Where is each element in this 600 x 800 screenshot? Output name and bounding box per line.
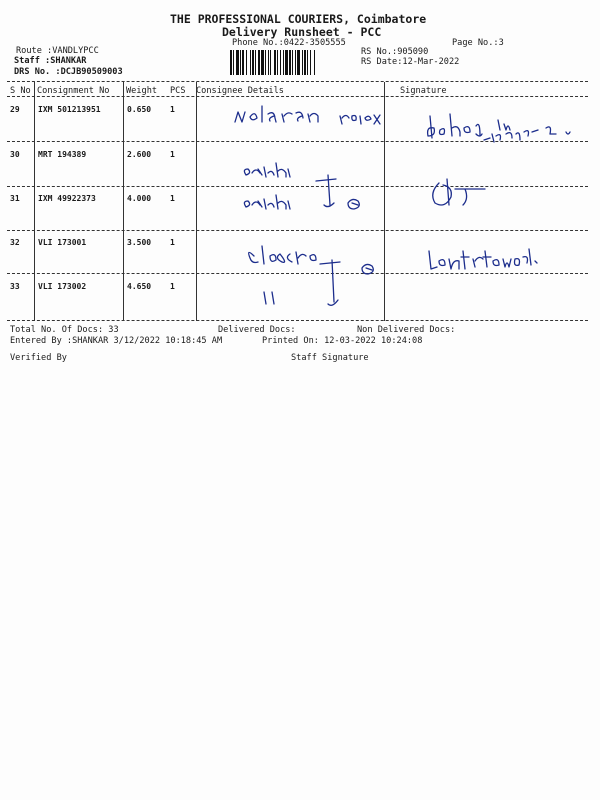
barcode-bar <box>315 50 316 75</box>
header-rule-bottom <box>7 96 588 97</box>
staff-label: Staff :SHANKAR <box>14 56 87 66</box>
column-divider <box>34 82 35 321</box>
non-delivered-docs: Non Delivered Docs: <box>357 325 456 335</box>
col-weight: Weight <box>126 86 158 96</box>
column-divider <box>123 82 124 321</box>
col-consignee-details: Consignee Details <box>196 86 284 96</box>
verified-by: Verified By <box>10 353 67 363</box>
handwritten-consignee-30-31 <box>238 155 378 220</box>
row-weight: 2.600 <box>127 150 152 159</box>
company-title: THE PROFESSIONAL COURIERS, Coimbatore <box>170 12 427 26</box>
entered-by: Entered By :SHANKAR 3/12/2022 10:18:45 AM <box>10 336 223 346</box>
row-consignment: VLI 173001 <box>38 238 87 247</box>
row-consignment: VLI 173002 <box>38 282 87 291</box>
phone-number: Phone No.:0422-3505555 <box>232 38 346 48</box>
printed-on: Printed On: 12-03-2022 10:24:08 <box>262 336 423 346</box>
row-weight: 4.650 <box>127 282 152 291</box>
page-number: Page No.:3 <box>452 38 504 48</box>
col-signature: Signature <box>400 86 447 96</box>
document-title: Delivery Runsheet - PCC <box>222 25 382 39</box>
row-consignment: IXM 501213951 <box>38 105 101 114</box>
row-sno: 30 <box>10 150 20 159</box>
row-weight: 4.000 <box>127 194 152 203</box>
row-divider <box>7 230 588 231</box>
rs-number: RS No.:905090 <box>361 47 429 57</box>
header-rule-top <box>7 81 588 82</box>
rs-date: RS Date:12-Mar-2022 <box>361 57 460 67</box>
column-divider <box>196 82 197 321</box>
row-pcs: 1 <box>170 238 175 247</box>
row-pcs: 1 <box>170 282 175 291</box>
handwritten-consignee-32-33 <box>244 242 384 317</box>
row-sno: 29 <box>10 105 20 114</box>
row-consignment: IXM 49922373 <box>38 194 96 203</box>
route-label: Route :VANDLYPCC <box>16 46 99 56</box>
table-bottom-rule <box>7 320 588 321</box>
total-docs: Total No. Of Docs: 33 <box>10 325 119 335</box>
handwritten-signature-31 <box>425 175 515 215</box>
drs-number: DRS No. :DCJB90509003 <box>14 67 123 77</box>
row-pcs: 1 <box>170 150 175 159</box>
row-weight: 0.650 <box>127 105 152 114</box>
handwritten-consignee-29 <box>230 102 390 132</box>
handwritten-signature-32 <box>425 245 555 275</box>
col-consignment: Consignment No <box>37 86 110 96</box>
col-sno: S No <box>10 86 31 96</box>
row-pcs: 1 <box>170 194 175 203</box>
col-pcs: PCS <box>170 86 186 96</box>
staff-signature-label: Staff Signature <box>291 353 369 363</box>
barcode <box>230 50 352 75</box>
row-sno: 33 <box>10 282 20 291</box>
row-sno: 32 <box>10 238 20 247</box>
handwritten-signature-29 <box>420 108 590 148</box>
row-sno: 31 <box>10 194 20 203</box>
row-pcs: 1 <box>170 105 175 114</box>
row-weight: 3.500 <box>127 238 152 247</box>
row-consignment: MRT 194389 <box>38 150 87 159</box>
delivered-docs: Delivered Docs: <box>218 325 296 335</box>
